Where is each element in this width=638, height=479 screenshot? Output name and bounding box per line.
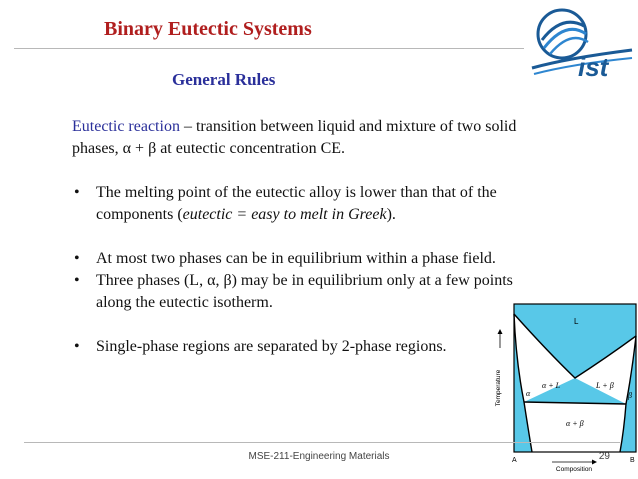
label-beta: β: [628, 391, 632, 400]
slide-title: Binary Eutectic Systems: [104, 18, 312, 40]
label-alpha-liquid: α + L: [542, 381, 561, 390]
footer-divider: [24, 442, 620, 443]
bullet-mark: •: [74, 250, 80, 267]
footer-course: MSE-211-Engineering Materials: [248, 451, 390, 462]
definition-text: – transition between liquid and mixture of two solid phases, α + β at eutectic concentration CE.: [72, 118, 517, 157]
bullet-emphasis: eutectic = easy to melt in Greek: [182, 206, 387, 223]
bullet-item-melting-point: [72, 182, 520, 226]
bullet-mark: •: [74, 184, 80, 201]
y-axis-label: Temperature: [495, 369, 502, 407]
label-alpha-beta: α + β: [566, 419, 584, 428]
bullet-text: Three phases (L, α, β) may be in equilibrium only at a few points along the eutectic isotherm.: [96, 272, 513, 311]
ist-logo: [528, 4, 636, 86]
definition-term: Eutectic reaction: [72, 118, 180, 135]
y-axis-arrowhead: [498, 329, 503, 334]
logo-text: ist: [578, 52, 609, 82]
bullet-item-single-phase: [72, 336, 520, 358]
section-subtitle: General Rules: [172, 70, 276, 89]
bullet-item-two-phases: [72, 248, 520, 270]
label-liquid: L: [574, 317, 579, 326]
label-alpha: α: [526, 389, 531, 398]
component-b-label: B: [630, 457, 635, 464]
globe-icon: [538, 10, 588, 58]
bullet-text: Single-phase regions are separated by 2-phase regions.: [96, 338, 447, 355]
phase-diagram: [488, 302, 638, 474]
definition-paragraph: [72, 116, 520, 160]
slide-content: [72, 116, 520, 358]
x-axis-label: Composition: [555, 466, 593, 473]
bullet-mark: •: [74, 272, 80, 289]
bullet-item-three-phases: [72, 270, 520, 314]
page-number: 29: [598, 451, 610, 462]
bullet-text: The melting point of the eutectic alloy is lower than that of the components (: [96, 184, 497, 223]
bullet-text-end: ).: [386, 206, 396, 223]
label-liquid-beta: L + β: [596, 381, 614, 390]
title-divider: [14, 48, 524, 49]
bullet-text: At most two phases can be in equilibrium within a phase field.: [96, 250, 496, 267]
component-a-label: A: [512, 457, 517, 464]
bullet-mark: •: [74, 338, 80, 355]
